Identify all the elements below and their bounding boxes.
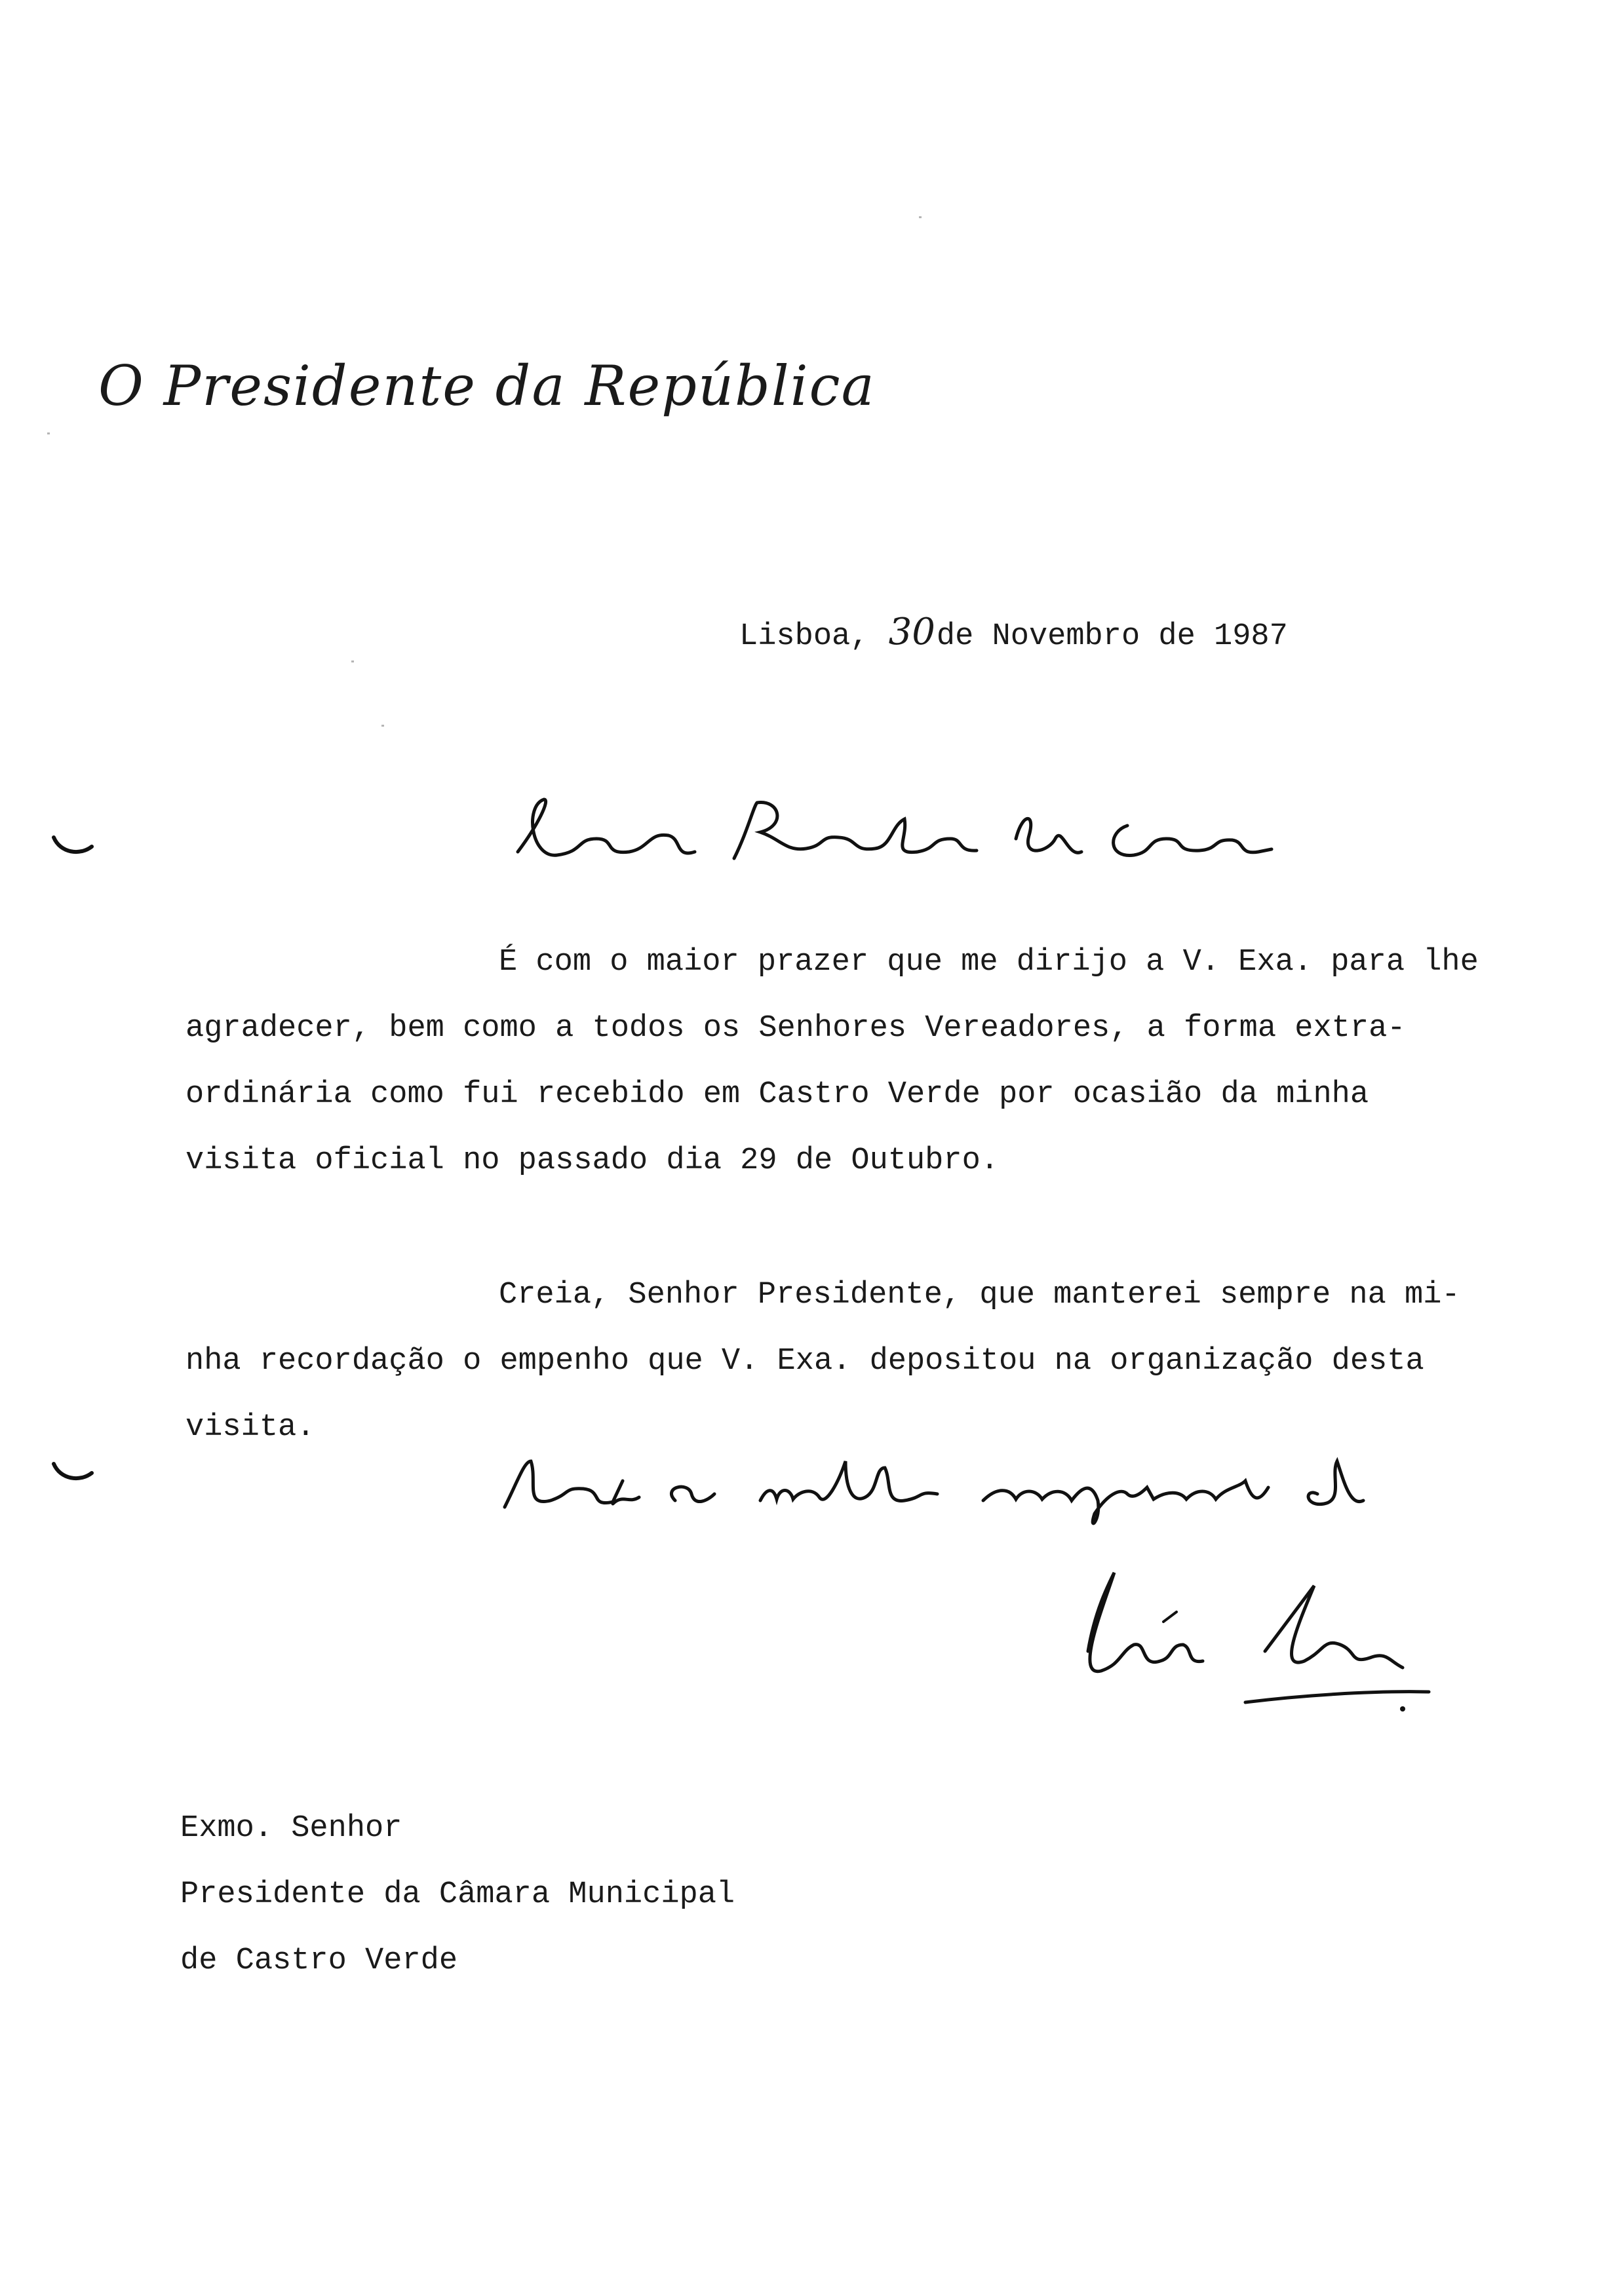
dateline-place: Lisboa, [739, 619, 869, 654]
paragraph-2-line: visita. [185, 1410, 315, 1445]
dateline [739, 611, 1288, 654]
recipient-address [180, 1795, 735, 1994]
paragraph-2-line: Creia, Senhor Presidente, que manterei sempre na mi- [499, 1278, 1460, 1312]
scan-speck [351, 660, 354, 662]
address-line: de Castro Verde [180, 1943, 458, 1978]
paragraph-1-line: agradecer, bem como a todos os Senhores Vereadores, a forma extra- [185, 1011, 1406, 1046]
signature [1062, 1546, 1455, 1717]
paragraph-1 [185, 929, 1523, 1194]
scan-speck [919, 216, 922, 218]
punch-hole-mark [51, 1460, 104, 1486]
paragraph-1-line: visita oficial no passado dia 29 de Outubro. [185, 1143, 1000, 1178]
paragraph-1-line: É com o maior prazer que me dirijo a V. Exa. para lhe [499, 945, 1479, 980]
dateline-month-year: de Novembro de 1987 [936, 619, 1288, 654]
paragraph-2-line: nha recordação o empenho que V. Exa. depositou na organização desta [185, 1344, 1424, 1379]
paragraph-2 [185, 1262, 1523, 1461]
dateline-day: 30 [888, 611, 935, 653]
salutation-text: Senhor Presidente da Câmara [498, 786, 509, 787]
address-line: Presidente da Câmara Municipal [180, 1877, 735, 1912]
letterhead: O Presidente da República [98, 354, 876, 418]
signature-text: Mário Soares [1062, 1546, 1066, 1547]
address-line: Exmo. Senhor [180, 1811, 402, 1846]
scan-speck [381, 725, 384, 727]
handwritten-salutation [498, 786, 1285, 878]
handwritten-closing [498, 1442, 1429, 1540]
punch-hole-mark [51, 833, 104, 860]
paragraph-1-line: ordinária como fui recebido em Castro Verde por ocasião da minha [185, 1077, 1369, 1112]
scan-speck [47, 432, 50, 434]
